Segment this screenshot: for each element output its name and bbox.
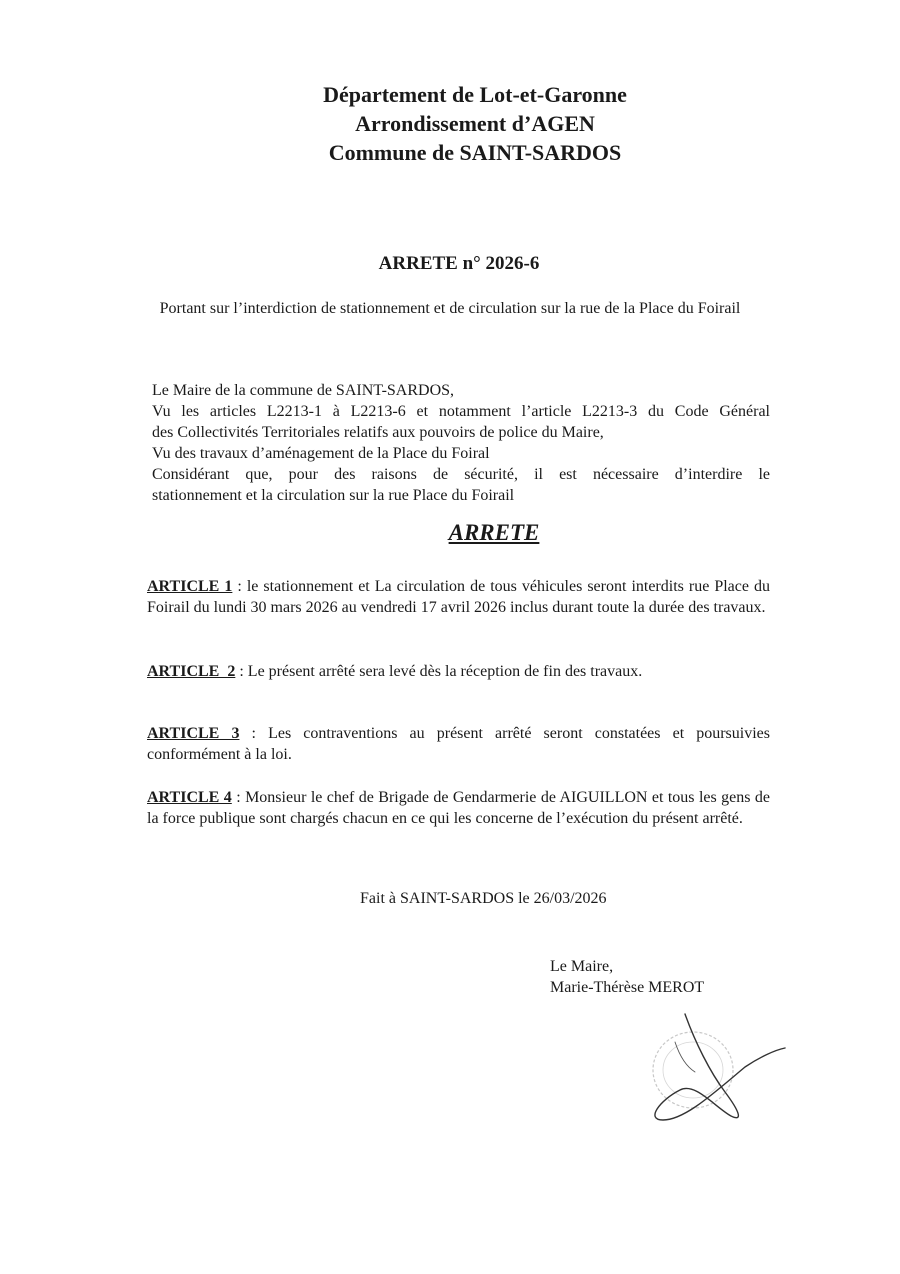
preamble-line: des Collectivités Territoriales relatifs aux pouvoirs de police du Maire, [152,424,604,441]
article-label: ARTICLE 1 [147,578,233,595]
preamble-line: Vu des travaux d’aménagement de la Place du Foiral [152,445,490,462]
document-header [0,80,900,167]
article-label: ARTICLE 2 [147,663,236,680]
preamble-line: Le Maire de la commune de SAINT-SARDOS, [152,382,455,399]
stamp-outline [653,1032,733,1108]
article-label: ARTICLE 4 [147,789,232,806]
department-line: Département de Lot-et-Garonne [323,82,627,107]
article-3 [147,723,770,765]
article-text: : Les contraventions au présent arrêté seront constatées et poursuivies conformément à la loi. [147,725,770,763]
preamble-line: stationnement et la circulation sur la rue Place du Foirail [152,487,515,504]
decree-number [0,253,900,275]
article-text: : Le présent arrêté sera levé dès la réception de fin des travaux. [235,663,643,680]
signatory-title: Le Maire, [550,958,614,975]
article-label: ARTICLE 3 [147,725,240,742]
decree-number-text: ARRETE n° 2026-6 [378,253,540,274]
article-2 [147,661,770,682]
place-and-date: Fait à SAINT-SARDOS le 26/03/2026 [360,890,607,907]
commune-line: Commune de SAINT-SARDOS [328,140,622,165]
preamble-line: Vu les articles L2213-1 à L2213-6 et notamment l’article L2213-3 du Code Général [152,403,770,420]
signatory-block [550,956,704,998]
signature-stroke [675,1042,695,1072]
article-text: : Monsieur le chef de Brigade de Gendarmerie de AIGUILLON et tous les gens de la force publique sont chargés chacun en ce qui les concerne de l’exécution du présent arrêté. [147,789,771,827]
arrondissement-line: Arrondissement d’AGEN [355,111,595,136]
preamble [152,380,770,506]
decree-subject: Portant sur l’interdiction de stationnement et de circulation sur la rue de la Place du Foirail [159,300,741,317]
article-1 [147,576,770,618]
handwritten-signature-icon [635,1012,795,1127]
arrete-heading-text: ARRETE [448,520,540,545]
preamble-line: Considérant que, pour des raisons de sécurité, il est nécessaire d’interdire le [152,466,770,483]
article-4 [147,787,770,829]
article-text: : le stationnement et La circulation de tous véhicules seront interdits rue Place du Foirail du lundi 30 mars 2026 au vendredi 17 avril 2026 inclus durant toute la durée des travaux. [147,578,771,616]
signature-with-stamp [635,1012,795,1132]
signatory-name: Marie-Thérèse MEROT [550,979,705,996]
arrete-heading [0,520,900,546]
